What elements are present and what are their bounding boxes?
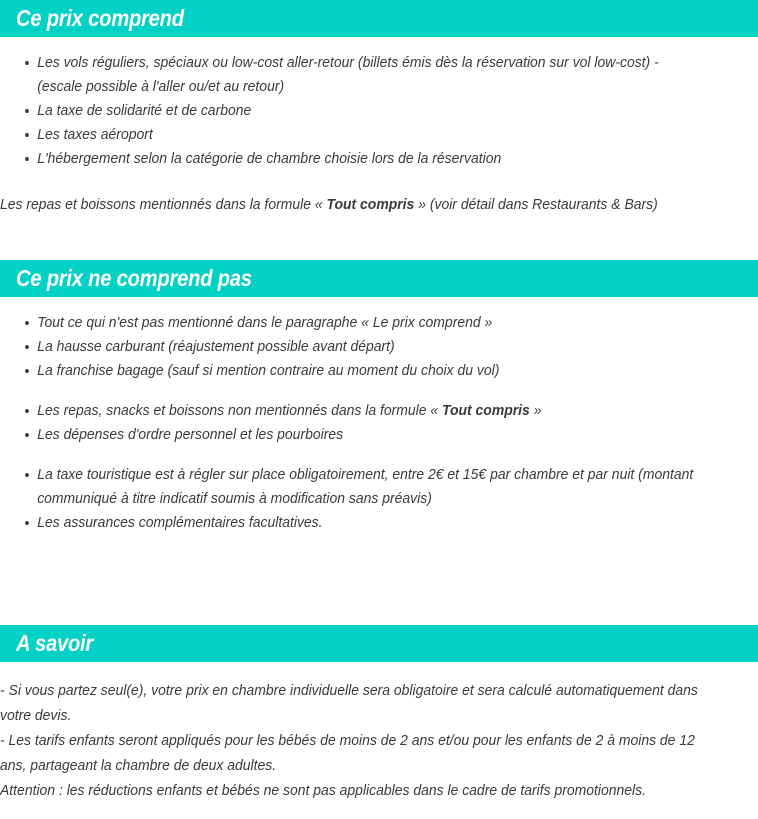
list-item: L'hébergement selon la catégorie de chambre choisie lors de la réservation (0, 147, 705, 171)
section-header-a-savoir (0, 625, 758, 662)
notice-paragraph: - Si vous partez seul(e), votre prix en chambre individuelle sera obligatoire et sera calculé automatiquement dans votre devis. (0, 682, 698, 724)
section-title-ce-prix-comprend: Ce prix comprend (16, 5, 184, 31)
included-note-emphasis: Tout compris (326, 196, 415, 213)
notice-paragraph: Attention : les réductions enfants et bébés ne sont pas applicables dans le cadre de tarifs promotionnels. (0, 782, 646, 799)
section-header-ce-prix-ne-comprend-pas (0, 260, 758, 297)
list-item: La taxe de solidarité et de carbone (0, 99, 705, 123)
list-item: Les assurances complémentaires facultatives. (0, 511, 705, 535)
list-item: La taxe touristique est à régler sur place obligatoirement, entre 2€ et 15€ par chambre et par nuit (montant communiqué à titre indicatif soumis à modification sans préavis) (0, 463, 705, 511)
included-note-wrapper (0, 193, 758, 217)
included-note-before: Les repas et boissons mentionnés dans la formule « (0, 196, 327, 213)
section-content-a-savoir (0, 662, 758, 803)
included-list (0, 51, 758, 171)
section-spacer (0, 217, 758, 260)
section-header-ce-prix-comprend (0, 0, 758, 37)
list-item: La franchise bagage (sauf si mention contraire au moment du choix du vol) (0, 359, 705, 383)
list-group-spacer (0, 447, 758, 463)
list-item: Tout ce qui n'est pas mentionné dans le paragraphe « Le prix comprend » (0, 311, 705, 335)
section-content-ce-prix-ne-comprend-pas (0, 297, 758, 535)
excluded-note-emphasis: Tout compris (441, 402, 530, 419)
notice-paragraph: - Les tarifs enfants seront appliqués pour les bébés de moins de 2 ans et/ou pour les enfants de 2 à moins de 12 ans, partageant la chambre de deux adultes. (0, 732, 695, 774)
list-item: La hausse carburant (réajustement possible avant départ) (0, 335, 705, 359)
excluded-note-before: Les repas, snacks et boissons non mentionnés dans la formule « (37, 402, 442, 419)
included-note-after: » (voir détail dans Restaurants & Bars) (414, 196, 658, 213)
list-item: Les vols réguliers, spéciaux ou low-cost aller-retour (billets émis dès la réservation sur vol low-cost) - (escale possible à l'aller ou/et au retour) (0, 51, 705, 99)
section-title-ce-prix-ne-comprend-pas: Ce prix ne comprend pas (16, 265, 252, 291)
section-content-ce-prix-comprend (0, 37, 758, 217)
section-title-a-savoir: A savoir (16, 630, 94, 656)
section-spacer (0, 535, 758, 625)
list-group-spacer (0, 383, 758, 399)
excluded-list-group-2 (0, 399, 758, 447)
list-item: Les taxes aéroport (0, 123, 705, 147)
list-item (0, 399, 705, 423)
list-item: Les dépenses d'ordre personnel et les pourboires (0, 423, 705, 447)
included-note (0, 193, 705, 217)
excluded-list-group-3 (0, 463, 758, 535)
excluded-note-after: » (529, 402, 542, 419)
excluded-list-group-1 (0, 311, 758, 383)
